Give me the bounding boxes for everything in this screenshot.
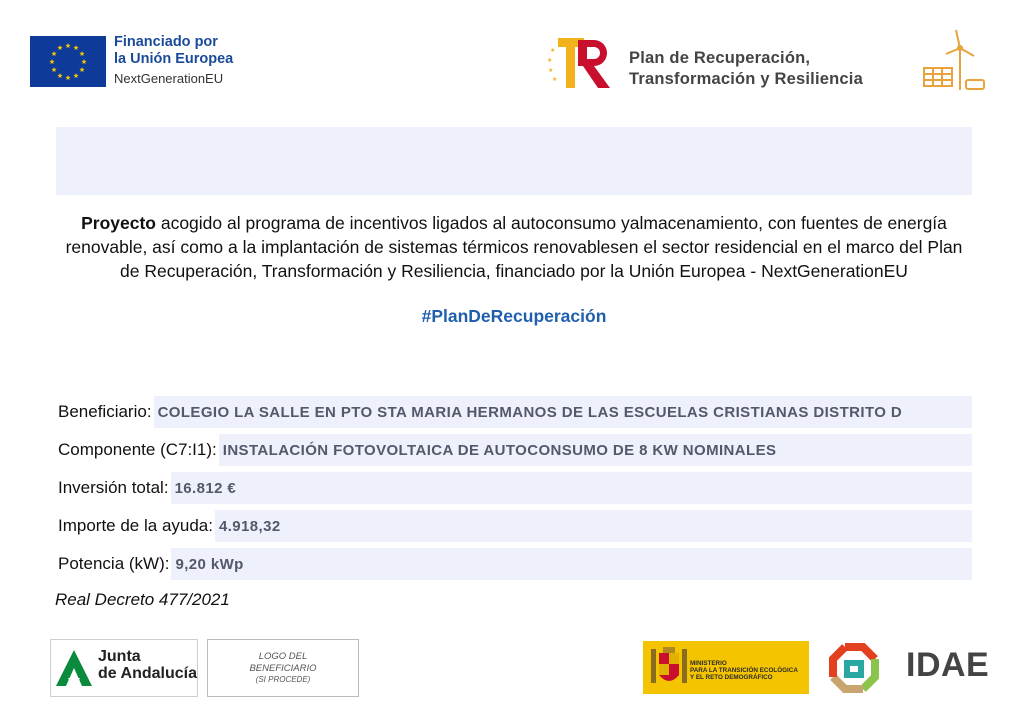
componente-value: INSTALACIÓN FOTOVOLTAICA DE AUTOCONSUMO DE 8 KW NOMINALES: [219, 434, 972, 466]
beneficiario-row: [56, 396, 972, 428]
svg-text:★: ★: [50, 66, 58, 74]
svg-text:★: ★: [550, 47, 556, 54]
project-title-field: [56, 127, 972, 195]
inversion-label: Inversión total:: [58, 478, 169, 497]
wind-solar-icon: [920, 28, 988, 96]
benef-line-3: (SI PROCEDE): [255, 674, 311, 684]
svg-text:★: ★: [552, 76, 558, 83]
svg-text:★: ★: [72, 72, 80, 80]
junta-line-1: Junta: [98, 648, 141, 665]
svg-text:★: ★: [80, 58, 88, 66]
coat-of-arms-icon: [649, 645, 689, 689]
beneficiary-logo-placeholder: [207, 639, 359, 697]
svg-text:★: ★: [78, 66, 86, 74]
idae-text: IDAE: [906, 646, 990, 684]
eu-line-3: NextGenerationEU: [114, 70, 224, 86]
svg-text:★: ★: [548, 67, 554, 74]
junta-icon: [54, 648, 94, 688]
svg-text:★: ★: [78, 50, 86, 58]
eu-flag-icon: [30, 36, 106, 87]
benef-line-2: BENEFICIARIO: [249, 663, 317, 674]
junta-line-2: de Andalucía: [98, 664, 197, 682]
inversion-value: 16.812 €: [171, 472, 972, 504]
ministerio-line-1: MINISTERIO: [690, 660, 727, 667]
potencia-label: Potencia (kW):: [58, 554, 170, 573]
beneficiario-value: COLEGIO LA SALLE EN PTO STA MARIA HERMANOS DE LAS ESCUELAS CRISTIANAS DISTRITO D: [154, 396, 972, 428]
plan-line-2: Transformación y Resiliencia: [629, 70, 863, 89]
plan-line-1: Plan de Recuperación,: [629, 49, 811, 67]
real-decreto: Real Decreto 477/2021: [55, 590, 230, 609]
project-description: [56, 212, 972, 283]
svg-text:★: ★: [56, 44, 64, 52]
svg-text:★: ★: [50, 50, 58, 58]
description-text: acogido al programa de incentivos ligados al autoconsumo yalmacenamiento, con fuentes de energía renovable, así como a la implantación de sistemas térmicos renovablesen el sector residencial en el marco del Plan de Recuperación, Transformación y Resiliencia, financiado por la Unión Europea - NextGenerationEU: [65, 213, 963, 281]
importe-label: Importe de la ayuda:: [58, 516, 213, 535]
junta-text: [98, 649, 197, 683]
eu-line-1: Financiado por: [114, 34, 218, 50]
componente-row: [56, 434, 972, 466]
svg-text:★: ★: [64, 74, 72, 82]
eu-funding-text: [114, 34, 233, 86]
svg-text:★: ★: [64, 42, 72, 50]
prtr-logo-icon: [546, 36, 614, 90]
beneficiario-label: Beneficiario:: [58, 402, 152, 421]
svg-text:★: ★: [56, 72, 64, 80]
ministerio-text: [690, 660, 798, 682]
benef-line-1: LOGO DEL: [258, 651, 308, 663]
svg-text:★: ★: [48, 58, 56, 66]
ministerio-line-2: PARA LA TRANSICIÓN ECOLÓGICA: [690, 667, 798, 675]
ministerio-line-3: Y EL RETO DEMOGRÁFICO: [690, 674, 773, 682]
inversion-row: [56, 472, 972, 504]
svg-text:★: ★: [72, 44, 80, 52]
plan-recuperacion-text: [629, 48, 863, 91]
importe-value: 4.918,32: [215, 510, 972, 542]
idae-icon: [823, 641, 903, 696]
hashtag: #PlanDeRecuperación: [421, 306, 607, 326]
description-lead: Proyecto: [81, 213, 156, 233]
svg-text:★: ★: [547, 57, 553, 64]
potencia-row: [56, 548, 972, 580]
importe-row: [56, 510, 972, 542]
potencia-value: 9,20 kWp: [171, 548, 972, 580]
eu-line-2: la Unión Europea: [114, 51, 234, 68]
componente-label: Componente (C7:I1):: [58, 440, 217, 459]
